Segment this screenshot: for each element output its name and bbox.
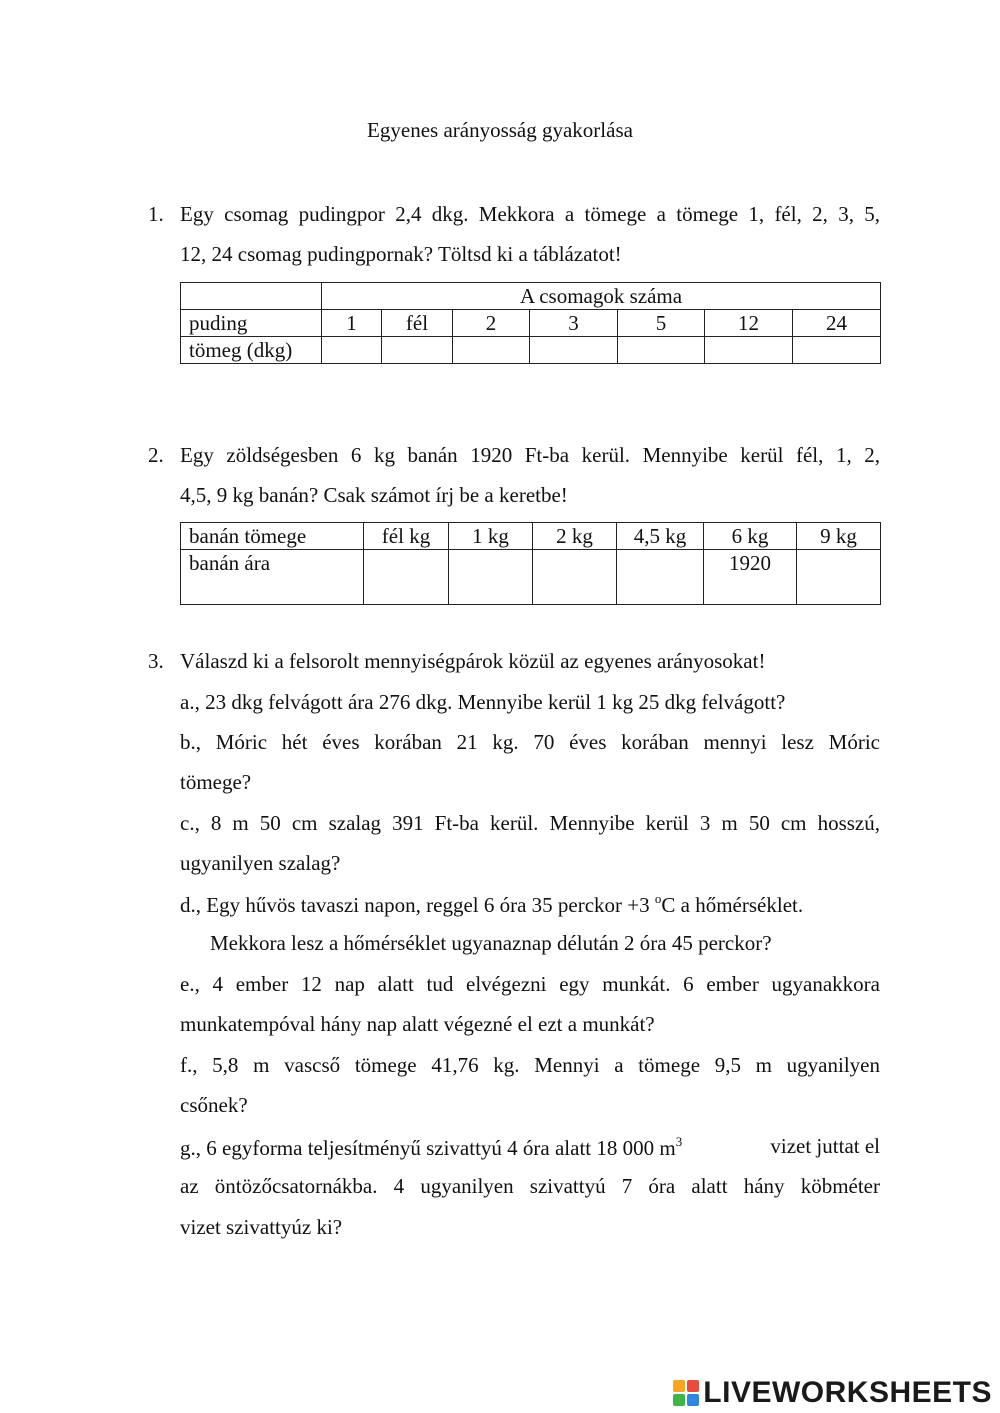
option-d-text-b: C a hőmérséklet. [661, 893, 804, 917]
question-2-number: 2. [148, 443, 164, 467]
answer-cell[interactable] [382, 337, 453, 364]
question-2-text-line2: 4,5, 9 kg banán? Csak számot írj be a keretbe! [180, 483, 568, 507]
column-count: 1 [322, 310, 382, 337]
row-label-banan-tomege: banán tömege [181, 523, 364, 550]
option-d-line2[interactable]: Mekkora lesz a hőmérséklet ugyanaznap délután 2 óra 45 perckor? [210, 931, 772, 955]
answer-cell[interactable] [797, 550, 881, 605]
answer-cell[interactable] [533, 550, 617, 605]
logo-square [673, 1380, 685, 1392]
option-e-line2[interactable]: munkatempóval hány nap alatt végezné el ezt a munkát? [180, 1012, 655, 1036]
question-3-number: 3. [148, 649, 164, 673]
answer-cell[interactable] [618, 337, 705, 364]
option-e-line1[interactable]: e., 4 ember 12 nap alatt tud elvégezni egy munkát. 6 ember ugyanakkora [180, 972, 880, 996]
option-g-text-wrap [180, 1134, 682, 1161]
column-weight: 2 kg [533, 523, 617, 550]
answer-cell[interactable] [322, 337, 382, 364]
question-2-text-line1: Egy zöldségesben 6 kg banán 1920 Ft-ba kerül. Mennyibe kerül fél, 1, 2, [180, 443, 880, 467]
column-count: 2 [453, 310, 530, 337]
row-label-banan-ara: banán ára [181, 550, 364, 605]
question-1-number: 1. [148, 202, 164, 226]
column-count: 24 [793, 310, 881, 337]
answer-cell[interactable] [617, 550, 704, 605]
row-label-puding: puding [181, 310, 322, 337]
option-a[interactable]: a., 23 dkg felvágott ára 276 dkg. Mennyibe kerül 1 kg 25 dkg felvágott? [180, 690, 786, 714]
liveworksheets-logo [673, 1378, 992, 1408]
logo-square [687, 1394, 699, 1406]
worksheet-title: Egyenes arányosság gyakorlása [367, 118, 633, 142]
question-1-text-line2: 12, 24 csomag pudingpornak? Töltsd ki a táblázatot! [180, 242, 622, 266]
column-weight: fél kg [364, 523, 449, 550]
option-d-text-a: d., Egy hűvös tavaszi napon, reggel 6 óra 35 perckor +3 [180, 893, 655, 917]
answer-cell[interactable] [453, 337, 530, 364]
given-price-cell: 1920 [704, 550, 797, 605]
degree-sup: o [654, 891, 662, 906]
question-1-text-line1: Egy csomag pudingpor 2,4 dkg. Mekkora a tömege a tömege 1, fél, 2, 3, 5, [180, 202, 880, 226]
option-g-line1[interactable] [180, 1134, 880, 1161]
column-count: 5 [618, 310, 705, 337]
question-3-intro: Válaszd ki a felsorolt mennyiségpárok közül az egyenes arányosokat! [180, 649, 766, 673]
column-count: 12 [705, 310, 793, 337]
question-1-table [180, 282, 881, 364]
option-c-line1[interactable]: c., 8 m 50 cm szalag 391 Ft-ba kerül. Mennyibe kerül 3 m 50 cm hosszú, [180, 811, 880, 835]
answer-cell[interactable] [705, 337, 793, 364]
logo-square [673, 1394, 685, 1406]
column-weight: 6 kg [704, 523, 797, 550]
option-b-line1[interactable]: b., Móric hét éves korában 21 kg. 70 éves korában mennyi lesz Móric [180, 730, 880, 754]
answer-cell[interactable] [449, 550, 533, 605]
column-count: 3 [530, 310, 618, 337]
cubic-sup: 3 [675, 1134, 683, 1149]
option-f-line2[interactable]: csőnek? [180, 1093, 248, 1117]
option-b-line2[interactable]: tömege? [180, 770, 252, 794]
answer-cell[interactable] [793, 337, 881, 364]
column-count: fél [382, 310, 453, 337]
table-corner-cell [181, 283, 322, 310]
table-header-packages: A csomagok száma [322, 283, 881, 310]
column-weight: 1 kg [449, 523, 533, 550]
logo-mark-icon [673, 1380, 699, 1406]
answer-cell[interactable] [530, 337, 618, 364]
column-weight: 4,5 kg [617, 523, 704, 550]
option-g-text-b: vizet juttat el [770, 1134, 880, 1158]
option-g-text-a: g., 6 egyforma teljesítményű szivattyú 4 óra alatt 18 000 m [180, 1136, 676, 1160]
row-label-tomeg: tömeg (dkg) [181, 337, 322, 364]
question-2-table [180, 522, 881, 605]
logo-text: LIVEWORKSHEETS [703, 1376, 992, 1409]
logo-square [687, 1380, 699, 1392]
column-weight: 9 kg [797, 523, 881, 550]
option-d-line1[interactable] [180, 891, 803, 918]
option-f-line1[interactable]: f., 5,8 m vascső tömege 41,76 kg. Mennyi a tömege 9,5 m ugyanilyen [180, 1053, 880, 1077]
option-g-line2[interactable]: az öntözőcsatornákba. 4 ugyanilyen szivattyú 7 óra alatt hány köbméter [180, 1174, 880, 1198]
option-c-line2[interactable]: ugyanilyen szalag? [180, 851, 341, 875]
option-g-line3[interactable]: vizet szivattyúz ki? [180, 1215, 343, 1239]
answer-cell[interactable] [364, 550, 449, 605]
